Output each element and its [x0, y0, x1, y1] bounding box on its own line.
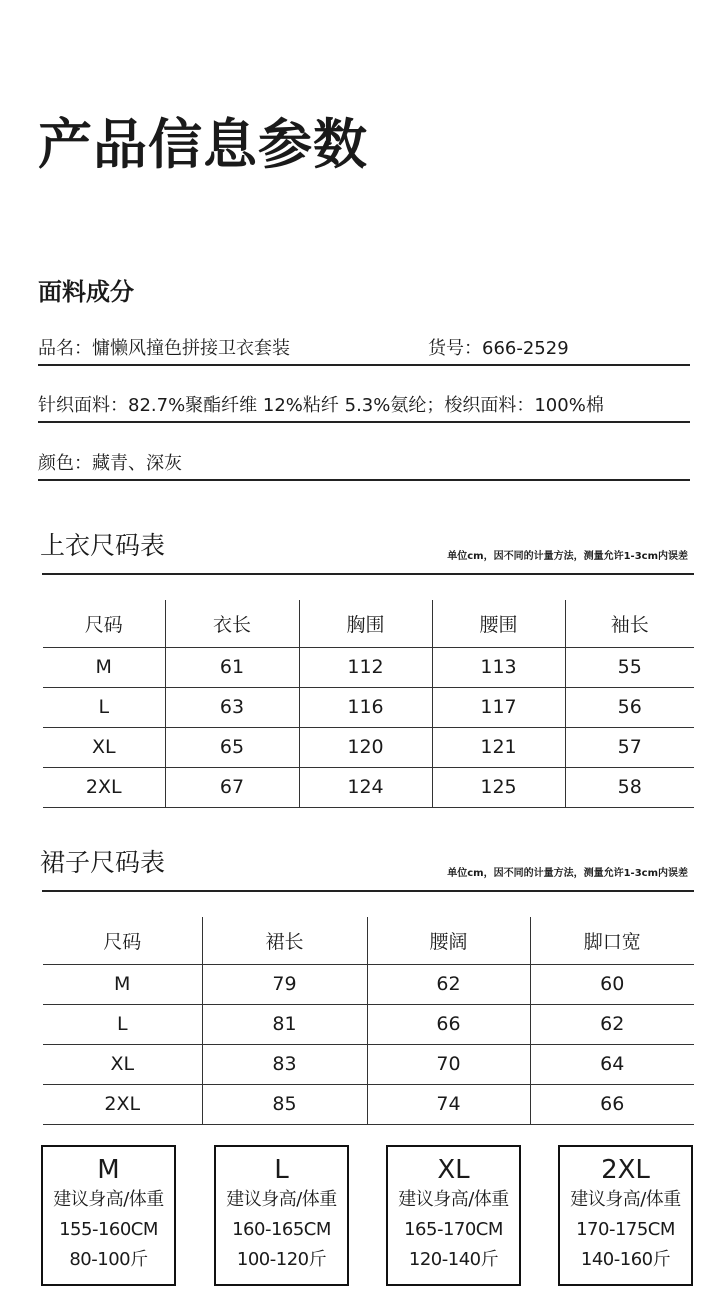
composition-text: 针织面料：82.7%聚酯纤维 12%粘纤 5.3%氨纶；梭织面料：100%棉 — [38, 395, 604, 416]
table-cell: 117 — [432, 687, 565, 727]
color-row — [38, 455, 690, 481]
table-cell: 66 — [367, 1004, 530, 1044]
table-cell: 55 — [565, 647, 694, 687]
header-cell: 脚口宽 — [530, 917, 694, 964]
table-header-row — [43, 917, 694, 964]
table-cell: 67 — [165, 767, 299, 807]
header-cell: 胸围 — [299, 600, 432, 647]
product-name-row — [38, 340, 690, 366]
table-cell: 57 — [565, 727, 694, 767]
fabric-heading: 面料成分 — [38, 278, 134, 306]
table-row — [43, 687, 694, 727]
table-cell: 62 — [367, 964, 530, 1004]
table-cell: M — [95, 656, 112, 678]
table-header-row — [43, 600, 694, 647]
size-card-label: 建议身高/体重 — [226, 1189, 337, 1210]
size-card-weight: 140-160斤 — [580, 1249, 671, 1270]
size-card-weight: 80-100斤 — [69, 1249, 148, 1270]
table-cell: L — [116, 1013, 128, 1035]
composition-row — [38, 397, 690, 423]
size-card-size: M — [97, 1155, 120, 1185]
table-cell: 79 — [202, 964, 367, 1004]
table-cell: M — [114, 973, 131, 995]
top-table-divider — [42, 573, 694, 575]
size-card-2xl — [558, 1145, 693, 1286]
page-title: 产品信息参数 — [38, 113, 368, 176]
size-card-height: 165-170CM — [404, 1219, 503, 1240]
size-card-label: 建议身高/体重 — [53, 1189, 164, 1210]
header-cell: 袖长 — [565, 600, 694, 647]
table-row — [43, 647, 694, 687]
header-cell: 衣长 — [165, 600, 299, 647]
table-cell: 120 — [299, 727, 432, 767]
table-cell: L — [98, 696, 110, 718]
table-cell: 124 — [299, 767, 432, 807]
header-cell: 裙长 — [202, 917, 367, 964]
skirt-table-heading: 裙子尺码表 — [40, 848, 166, 877]
header-cell: 腰围 — [432, 600, 565, 647]
table-row — [43, 727, 694, 767]
table-cell: 70 — [367, 1044, 530, 1084]
header-cell: 尺码 — [103, 930, 142, 953]
table-cell: XL — [91, 736, 116, 758]
table-row — [43, 1044, 694, 1084]
skirt-size-table — [43, 917, 694, 1125]
size-card-m — [41, 1145, 176, 1286]
table-cell: 116 — [299, 687, 432, 727]
table-cell: 63 — [165, 687, 299, 727]
size-card-height: 155-160CM — [59, 1219, 158, 1240]
table-cell: 60 — [530, 964, 694, 1004]
color-text: 颜色：藏青、深灰 — [38, 453, 182, 474]
product-name: 品名：慵懒风撞色拼接卫衣套装 — [38, 338, 290, 359]
skirt-table-divider — [42, 890, 694, 892]
size-card-label: 建议身高/体重 — [398, 1189, 509, 1210]
size-card-l — [214, 1145, 349, 1286]
size-card-label: 建议身高/体重 — [570, 1189, 681, 1210]
size-card-size: L — [274, 1155, 289, 1185]
table-cell: 125 — [432, 767, 565, 807]
size-card-weight: 120-140斤 — [408, 1249, 499, 1270]
table-cell: 58 — [565, 767, 694, 807]
table-cell: 81 — [202, 1004, 367, 1044]
table-cell: 83 — [202, 1044, 367, 1084]
table-row — [43, 964, 694, 1004]
size-card-size: XL — [437, 1155, 470, 1185]
table-cell: 66 — [530, 1084, 694, 1124]
table-cell: 112 — [299, 647, 432, 687]
table-cell: 65 — [165, 727, 299, 767]
skirt-table-note: 单位cm，因不同的计量方法，测量允许1-3cm内误差 — [447, 868, 688, 879]
table-row — [43, 767, 694, 807]
table-cell: 74 — [367, 1084, 530, 1124]
top-size-table — [43, 600, 694, 808]
size-card-height: 160-165CM — [232, 1219, 331, 1240]
table-cell: 85 — [202, 1084, 367, 1124]
table-cell: 113 — [432, 647, 565, 687]
table-row — [43, 1004, 694, 1044]
table-row — [43, 1084, 694, 1124]
top-table-heading: 上衣尺码表 — [40, 531, 166, 560]
size-card-weight: 100-120斤 — [236, 1249, 327, 1270]
header-cell: 腰阔 — [367, 917, 530, 964]
table-cell: 56 — [565, 687, 694, 727]
size-card-height: 170-175CM — [576, 1219, 675, 1240]
table-cell: XL — [110, 1053, 135, 1075]
header-cell: 尺码 — [84, 613, 123, 636]
table-cell: 2XL — [85, 776, 122, 798]
table-cell: 64 — [530, 1044, 694, 1084]
size-card-size: 2XL — [601, 1155, 650, 1185]
table-cell: 2XL — [104, 1093, 141, 1115]
table-cell: 62 — [530, 1004, 694, 1044]
product-sku: 货号：666-2529 — [428, 338, 569, 359]
table-cell: 61 — [165, 647, 299, 687]
top-table-note: 单位cm，因不同的计量方法，测量允许1-3cm内误差 — [447, 551, 688, 562]
table-cell: 121 — [432, 727, 565, 767]
size-card-xl — [386, 1145, 521, 1286]
